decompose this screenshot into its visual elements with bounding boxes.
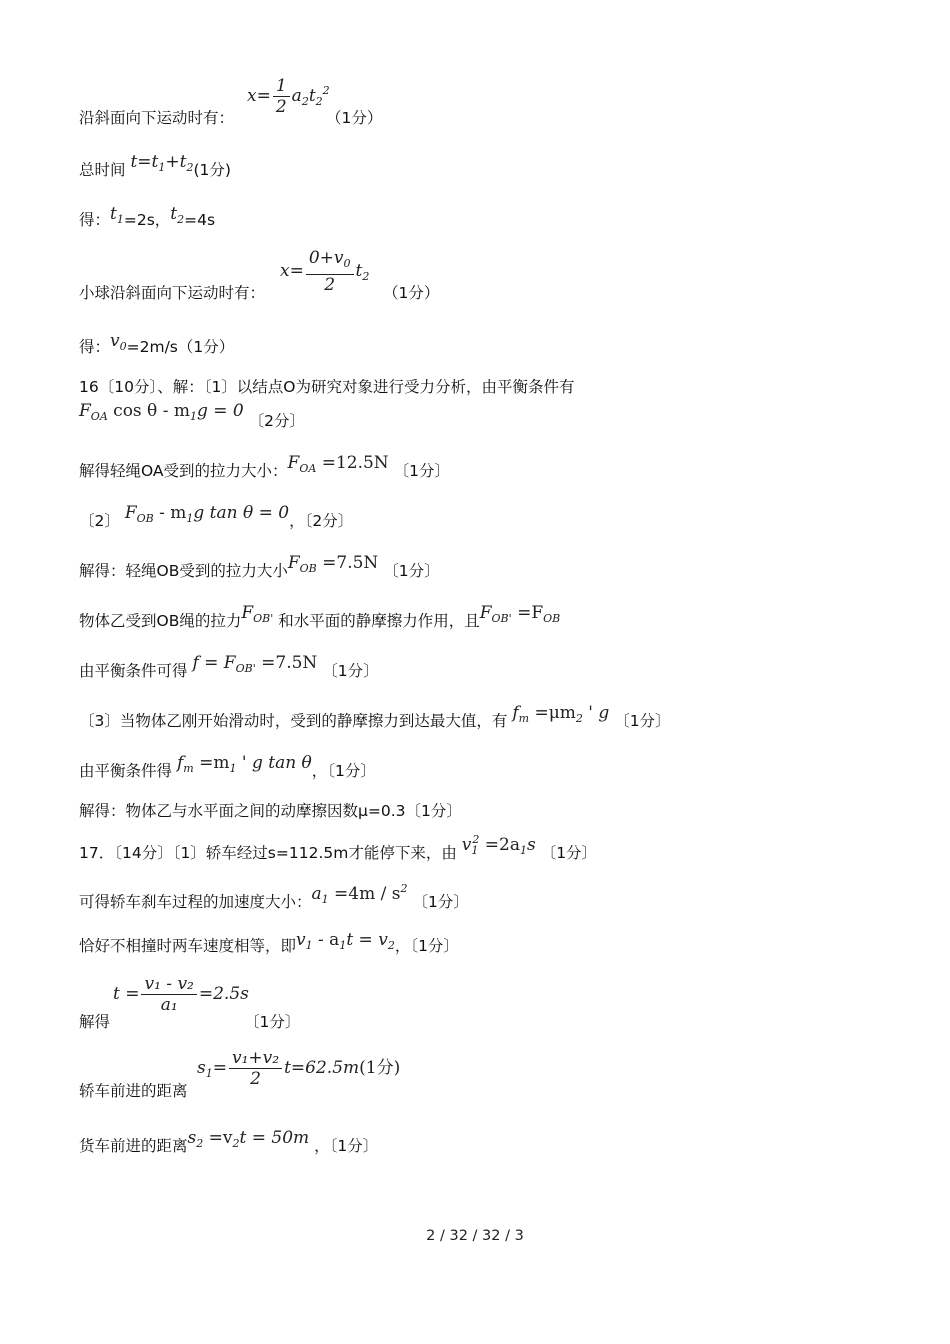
text-line-3: 得：$t_1=2s$，$t_2=4s$ (79, 204, 216, 229)
q16-line8: 由平衡条件得 $f_m =m_1$ ' g tan θ，〔1分〕 (79, 753, 376, 780)
text-line-5: 得：$v_0=2m/s(1$分） (79, 331, 235, 356)
q16-line9: 解得：物体乙与水平面之间的动摩擦因数μ=0.3〔1分〕 (79, 802, 462, 820)
q17-line6: 货车前进的距离$s_2 =v_2t = 50m$ ，〔1分〕 (79, 1128, 379, 1155)
q17-heading: 17．〔14分〕〔1〕轿车经过s=112.5m才能停下来，由 $v_1^2 =2a_1s$ 〔1分〕 (79, 833, 598, 862)
q17-line2: 可得轿车刹车过程的加速度大小：$a_1 =4m / s^2$ 〔1分〕 (79, 882, 469, 911)
q17-line3: 恰好不相撞时两车速度相等，即$v_1 - a_1t = v_2$，〔1分〕 (79, 930, 459, 955)
page-number: 2 / 32 / 32 / 3 (426, 1228, 524, 1244)
equation-displacement-down: x= $\frac{1}{2}$ $a_2t_2^2$ (247, 76, 330, 117)
equation-total-time: $t=t_1+t_2$ (130, 152, 194, 174)
q16-line7: 〔3〕当物体乙刚开始滑动时，受到的静摩擦力到达最大值，有 $f_m =\mu m_2$ ' g 〔1分〕 (79, 703, 671, 730)
text-line-1: 沿斜面向下运动时有： （1分） (79, 109, 383, 127)
q16-line6: 由平衡条件可得 $f = F_{OB'} =7.5N$ 〔1分〕 (79, 653, 379, 680)
q16-line3: 〔2〕 $F_{OB} - m_1g$ tan θ = 0，〔2分〕 (79, 503, 354, 530)
q16-line4: 解得：轻绳OB受到的拉力大小$F_{OB} =7.5N$ 〔1分〕 (79, 553, 440, 580)
q16-line5: 物体乙受到OB绳的拉力$F_{OB'}$ 和水平面的静摩擦力作用，且$F_{OB'} =F_{OB}$ (79, 603, 561, 630)
q17-line4: 解得 〔1分〕 (79, 1013, 301, 1031)
text-line-2: 总时间 $t=t_1+t_2(1$分) (79, 152, 231, 179)
q17-line5: 轿车前进的距离 (79, 1082, 188, 1100)
equation-time-solution: t = $\frac{\text{v₁ - v₂}}{\text{a₁}}$ =2.5s (113, 974, 249, 1015)
equation-car-distance: $s_1=$ $\frac{\text{v₁+v₂}}{2}$ t=62.5m(1分) (197, 1048, 401, 1089)
q16-line2: 解得轻绳OA受到的拉力大小：$F_{OA} =12.5N$ 〔1分〕 (79, 453, 450, 480)
q16-heading: 16〔10分〕、解：〔1〕以结点O为研究对象进行受力分析，由平衡条件有 (79, 378, 575, 396)
text-line-4: 小球沿斜面向下运动时有： （1分） (79, 284, 440, 302)
q16-eq1-line: $F_{OA}$ $\cos \theta - m_1g = 0$ 〔2分〕 (79, 401, 306, 430)
equation-average-velocity: x= $\frac{0+v_0}{2}$ $t_2$ (280, 248, 370, 295)
